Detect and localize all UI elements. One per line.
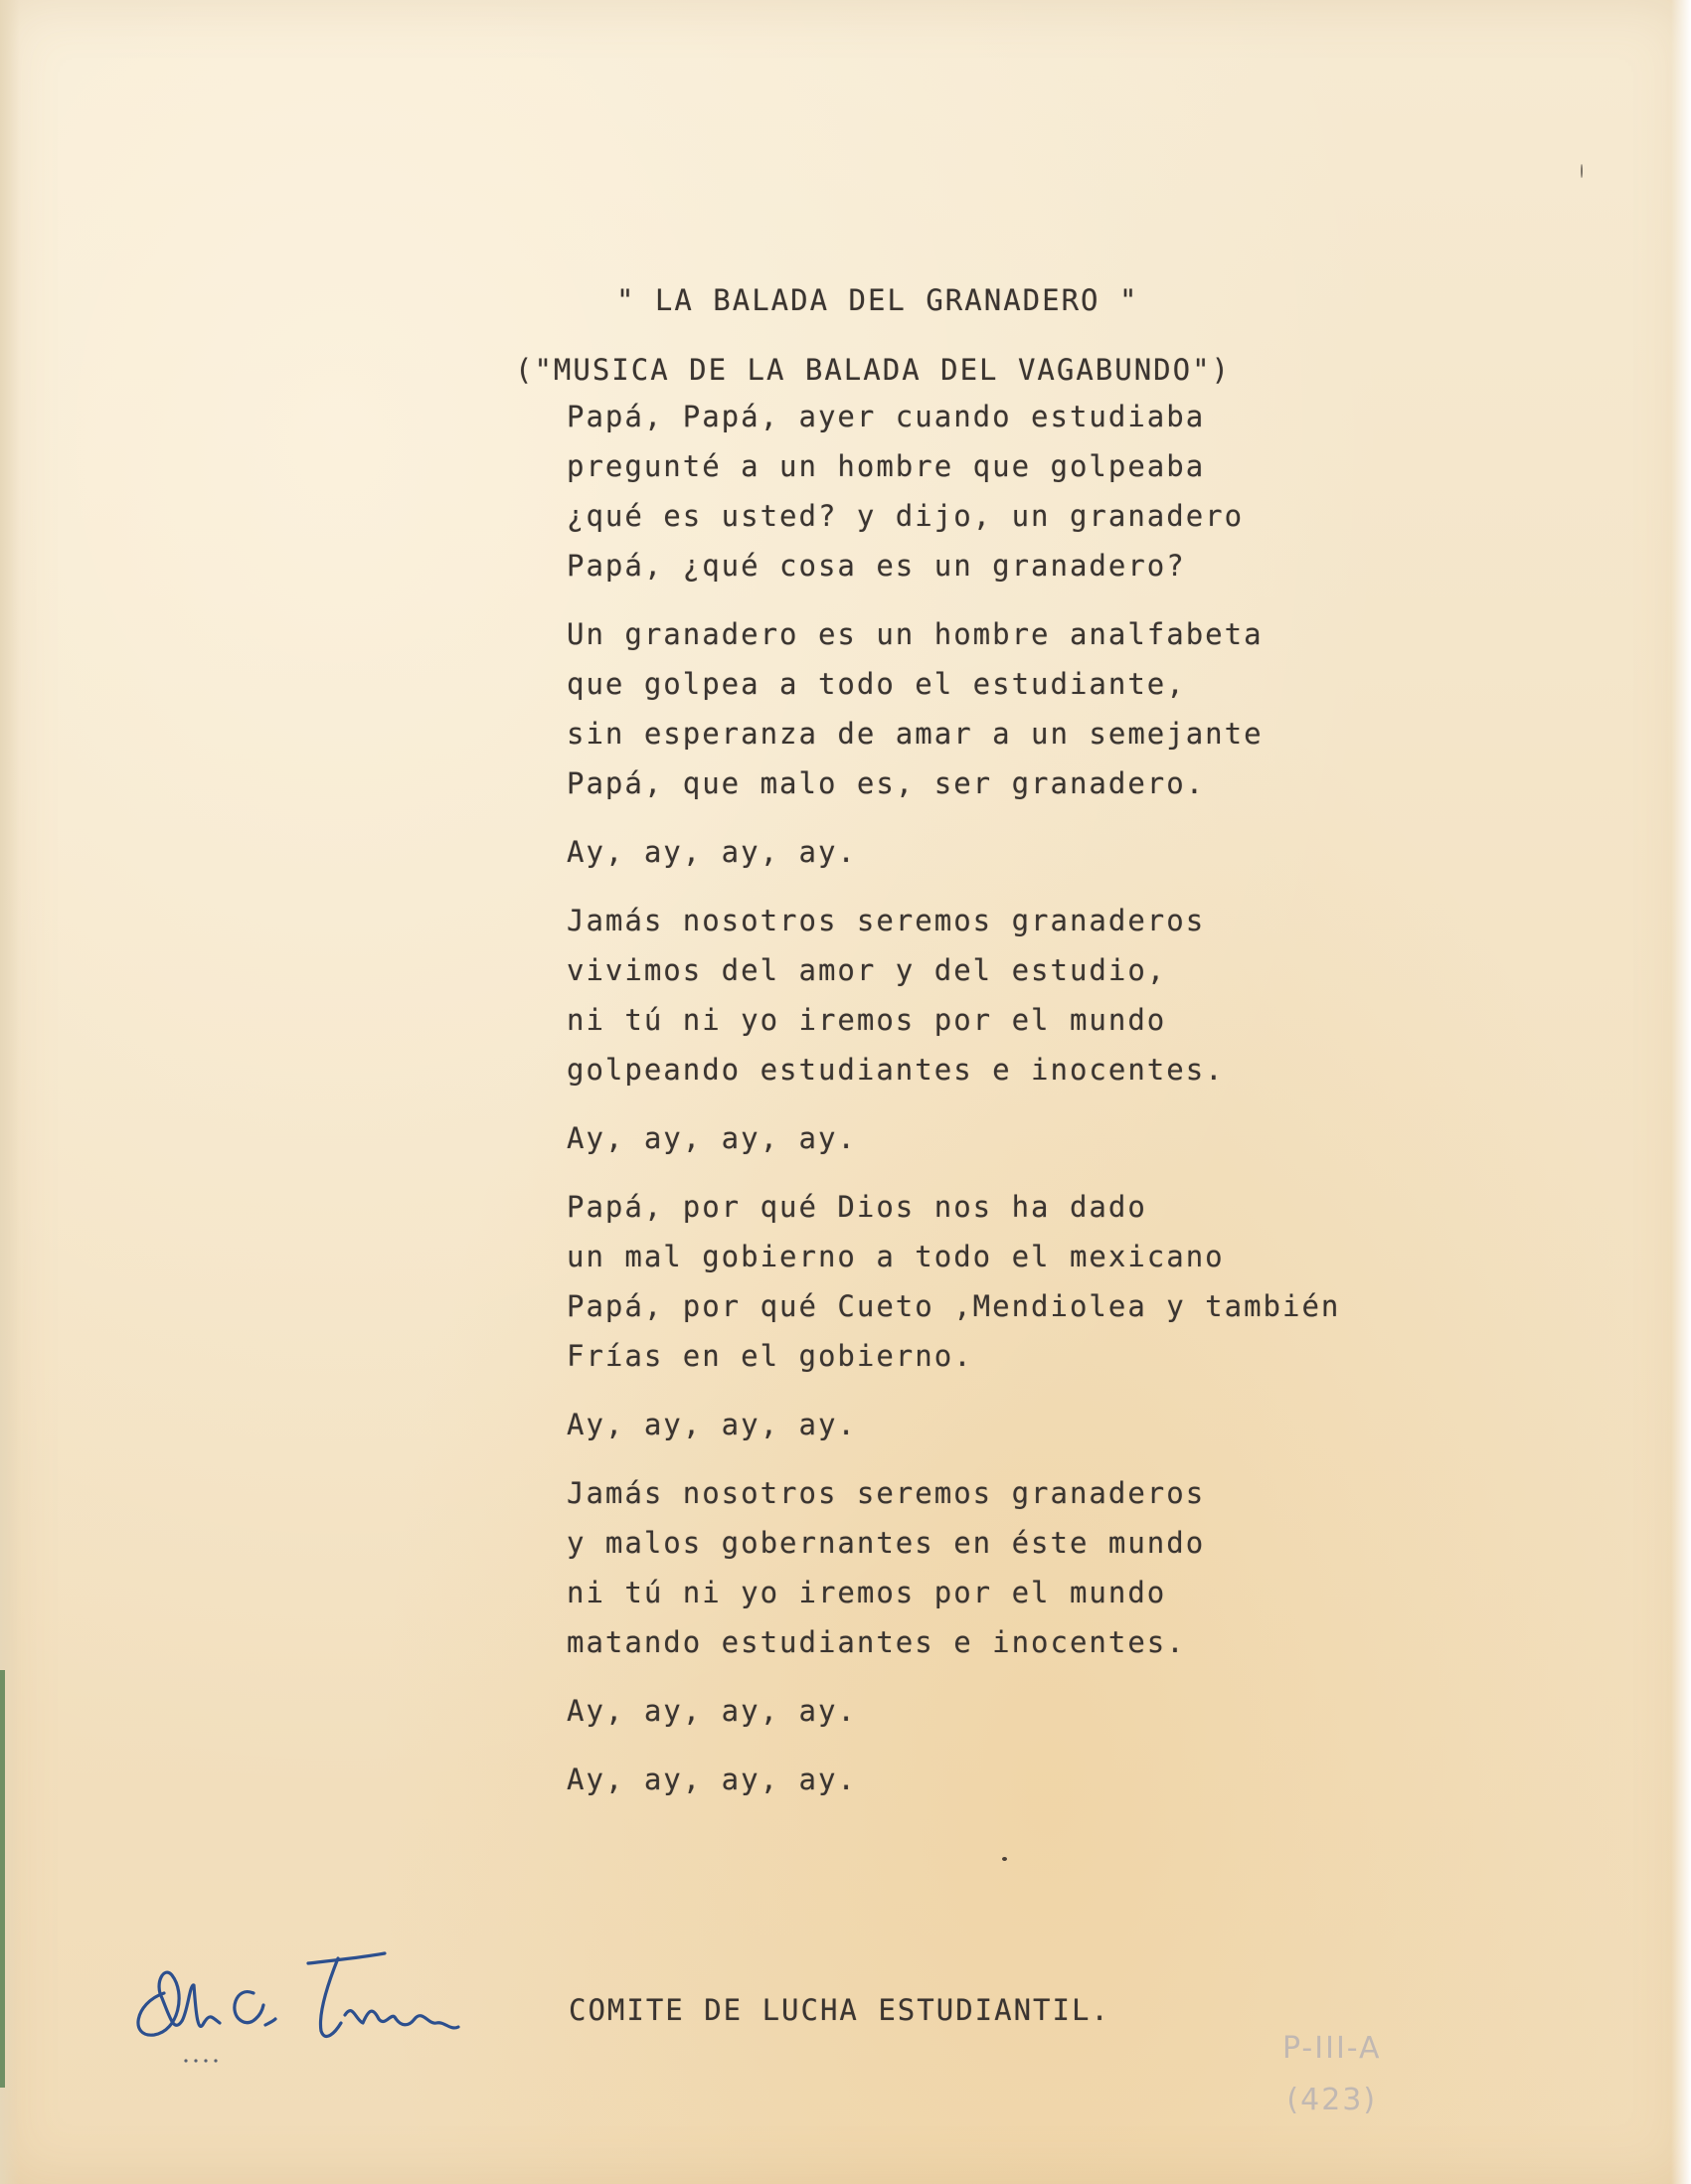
verse-line: ¿qué es usted? y dijo, un granadero bbox=[567, 499, 1245, 533]
verse-line: Papá, ¿qué cosa es un granadero? bbox=[567, 549, 1186, 583]
verse-line: que golpea a todo el estudiante, bbox=[567, 667, 1186, 701]
refrain-line: Ay, ay, ay, ay. bbox=[567, 1121, 857, 1155]
signature-handwritten bbox=[124, 1924, 482, 2063]
verse-line: Papá, por qué Dios nos ha dado bbox=[567, 1190, 1147, 1224]
verse-line: Un granadero es un hombre analfabeta bbox=[567, 617, 1264, 651]
archive-number: (423) bbox=[1286, 2083, 1378, 2117]
verse-line: Frías en el gobierno. bbox=[567, 1339, 973, 1373]
verse-line: pregunté a un hombre que golpeaba bbox=[567, 449, 1206, 483]
archive-mark-pencil bbox=[1282, 2023, 1382, 2126]
verse-line: matando estudiantes e inocentes. bbox=[567, 1625, 1186, 1659]
archive-code: P-III-A bbox=[1282, 2031, 1382, 2066]
verse-line: ni tú ni yo iremos por el mundo bbox=[567, 1003, 1167, 1037]
refrain-line: Ay, ay, ay, ay. bbox=[567, 1763, 857, 1796]
paper-edge-right bbox=[1671, 0, 1691, 2184]
verse-line: golpeando estudiantes e inocentes. bbox=[567, 1053, 1225, 1087]
verse-line: Jamás nosotros seremos granaderos bbox=[567, 1476, 1206, 1510]
paper-speck bbox=[1002, 1857, 1007, 1861]
refrain-line: Ay, ay, ay, ay. bbox=[567, 1694, 857, 1728]
verse-line: y malos gobernantes en éste mundo bbox=[567, 1526, 1206, 1560]
document-subtitle: ("MUSICA DE LA BALADA DEL VAGABUNDO") bbox=[515, 353, 1232, 387]
refrain-line: Ay, ay, ay, ay. bbox=[567, 1408, 857, 1441]
verse-line: sin esperanza de amar a un semejante bbox=[567, 717, 1264, 751]
lyrics-body bbox=[567, 400, 1561, 1796]
verse-line: Papá, por qué Cueto ,Mendiolea y también bbox=[567, 1289, 1341, 1323]
verse-line: vivimos del amor y del estudio, bbox=[567, 953, 1167, 987]
document-title: " LA BALADA DEL GRANADERO " bbox=[616, 283, 1139, 317]
document-footer: COMITE DE LUCHA ESTUDIANTIL. bbox=[569, 1993, 1110, 2027]
refrain-line: Ay, ay, ay, ay. bbox=[567, 835, 857, 869]
verse-line: un mal gobierno a todo el mexicano bbox=[567, 1240, 1225, 1273]
paper-speck bbox=[1581, 164, 1583, 178]
verse-line: ni tú ni yo iremos por el mundo bbox=[567, 1576, 1167, 1609]
verse-line: Papá, que malo es, ser granadero. bbox=[567, 766, 1206, 800]
verse-line: Jamás nosotros seremos granaderos bbox=[567, 904, 1206, 937]
verse-line: Papá, Papá, ayer cuando estudiaba bbox=[567, 400, 1206, 433]
paper-edge-stain bbox=[0, 1670, 5, 2088]
